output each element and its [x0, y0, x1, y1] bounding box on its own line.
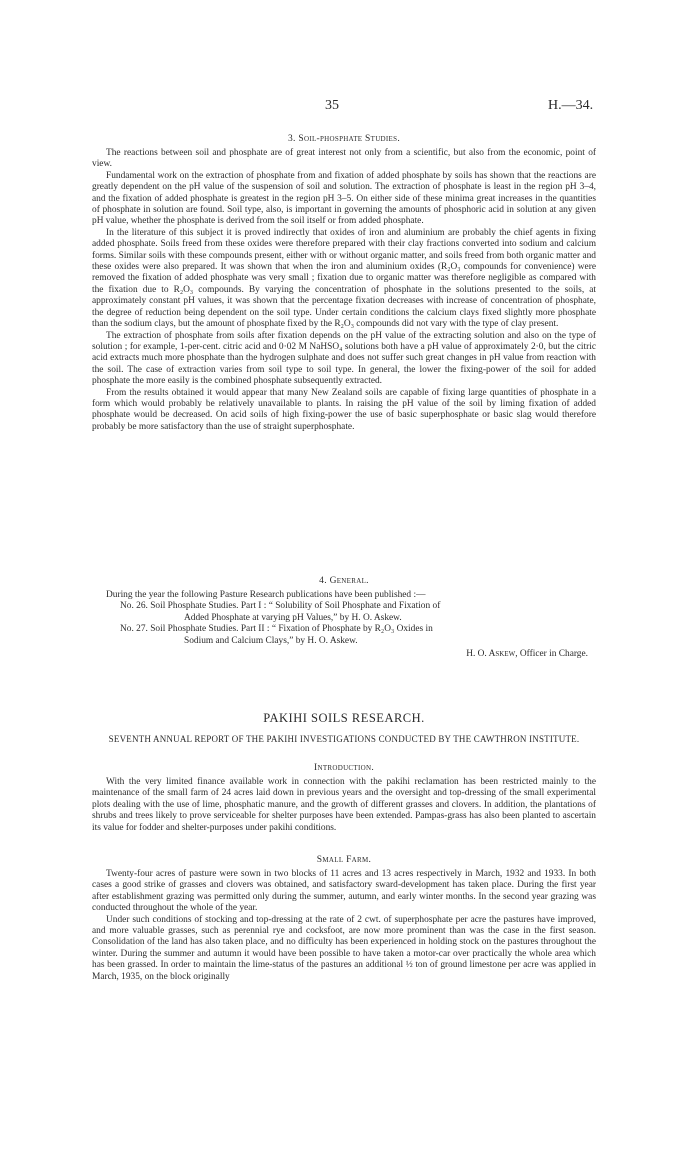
section-heading: Introduction.: [314, 763, 374, 773]
paragraph: During the year the following Pasture Research publications have been published :—: [106, 590, 426, 600]
paragraph: Fundamental work on the extraction of phosphate from and fixation of added phosphate by soils has shown that the reactions are greatly dependent on the pH value of the suspension of soil and solution. The extraction of phosphate is least in the region pH 3–4, and the fixation of added phosphate is greatest in the region pH 3–5. On either side of these minima great increases in the quantities of phosphate in solution are found. Soil type, also, is important in governing the amounts of phosphoric acid in solution at any given pH value, whether the phosphate is derived from the soil itself or from added phosphate.: [92, 170, 596, 227]
section-heading: Small Farm.: [316, 855, 372, 865]
paragraph: Under such conditions of stocking and top-dressing at the rate of 2 cwt. of superphosphate per acre the pastures have improved, and more valuable grasses, such as perennial rye and cocksfoot, are now more prominent than was the case in the first season. Consolidation of the land has also taken place, and no difficulty has been experienced in holding stock on the pastures throughout the winter. During the summer and autumn it would have been possible to have taken a motor-car over practically the whole area which has been grassed. In order to maintain the lime-status of the pastures an additional ½ ton of ground limestone per acre was applied in March, 1935, on the block originally: [92, 914, 596, 982]
signature: [92, 649, 596, 660]
document-reference: H.—34.: [548, 98, 594, 113]
report-subtitle: SEVENTH ANNUAL REPORT OF THE PAKIHI INVESTIGATIONS CONDUCTED BY THE CAWTHRON INSTITUTE.: [108, 734, 580, 744]
paragraph: In the literature of this subject it is proved indirectly that oxides of iron and aluminium are probably the chief agents in fixing added phosphate. Soils freed from these oxides were therefore prepared with their clay fractions converted into sodium and calcium forms. Similar soils with these compounds present, either with or without organic matter, and soils freed from both organic matter and these oxides were also prepared. It was shown that when the iron and aluminium oxides (R₂O₃ compounds for convenience) were removed the fixation of added phosphate was very small ; fixation due to organic matter was therefore negligible as compared with the fixation due to R₂O₃ compounds. By varying the concentration of phosphate in the solutions presented to the soils, at approximately constant pH values, it was shown that the percentage fixation decreases with increase of concentration of phosphate, the degree of reduction being dependent on the soil type. Under certain conditions the calcium clays fixed slightly more phosphate than the sodium clays, but the amount of phosphate fixed by the R₂O₃ compounds did not vary with the type of clay present.: [92, 227, 596, 330]
paragraph: The extraction of phosphate from soils after fixation depends on the pH value of the extracting solution and also on the type of solution ; for example, 1-per-cent. citric acid and 0·02 M NaHSO₄ solutions both have a pH value of approximately 2·0, but the citric acid extracts much more phosphate than the hydrogen sulphate and does not suffer such great changes in pH value from reaction with the soil. The case of extraction varies from soil type to soil type. In general, the lower the fixing-power of the soil for added phosphate the more easily is the combined phosphate subsequently extracted.: [92, 330, 596, 387]
paragraph: The reactions between soil and phosphate are of great interest not only from a scientific, but also from the economic, point of view.: [92, 148, 596, 170]
paragraph: Twenty-four acres of pasture were sown in two blocks of 11 acres and 13 acres respectively in March, 1932 and 1933. In both cases a good strike of grasses and clovers was obtained, and satisfactory sward-development has taken place. During the first year after establishment grazing was permitted only during the summer, autumn, and early winter months. In the second year grazing was conducted throughout the whole of the year.: [92, 869, 596, 914]
report-title: PAKIHI SOILS RESEARCH.: [263, 711, 425, 725]
introduction-section: [92, 763, 596, 834]
page-number: 35: [325, 98, 339, 113]
signature-role: , Officer in Charge.: [515, 649, 588, 660]
signature-name: H. O. Askew: [466, 649, 516, 660]
publication-item: No. 27. Soil Phosphate Studies. Part II : “ Fixation of Phosphate by R₂O₃ Oxides in Sodium and Calcium Clays,” by H. O. Askew.: [120, 624, 433, 646]
pakihi-subtitle-block: [92, 734, 596, 745]
section-heading: 3. Soil-phosphate Studies.: [287, 134, 400, 144]
pakihi-section: [92, 711, 596, 726]
general-section: [92, 576, 596, 660]
soil-phosphate-section: [92, 134, 596, 433]
paragraph: With the very limited finance available work in connection with the pakihi reclamation has been restricted mainly to the maintenance of the small farm of 24 acres laid down in previous years and the oversight and top-dressing of the small experimental plots dealing with the use of lime, phosphatic manure, and the growth of different grasses and clovers. In addition, the plantations of shrubs and trees likely to prove serviceable for shelter purposes have been extended. Pampas-grass has also been planted to ascertain its value for fodder and shelter-purposes under pakihi conditions.: [92, 777, 596, 833]
publication-item: No. 26. Soil Phosphate Studies. Part I : “ Solubility of Soil Phosphate and Fixation of Added Phosphate at varying pH Values,” by H. O. Askew.: [120, 601, 441, 623]
paragraph: From the results obtained it would appear that many New Zealand soils are capable of fixing large quantities of phosphate in a form which would probably be relatively unavailable to plants. In raising the pH value of the soil by liming fixation of added phosphate would be decreased. On acid soils of high fixing-power the use of basic superphosphate or basic slag would therefore probably be more satisfactory than the use of straight superphosphate.: [92, 387, 596, 432]
small-farm-section: [92, 855, 596, 983]
page-header: [0, 98, 700, 118]
section-heading: 4. General.: [319, 576, 369, 586]
